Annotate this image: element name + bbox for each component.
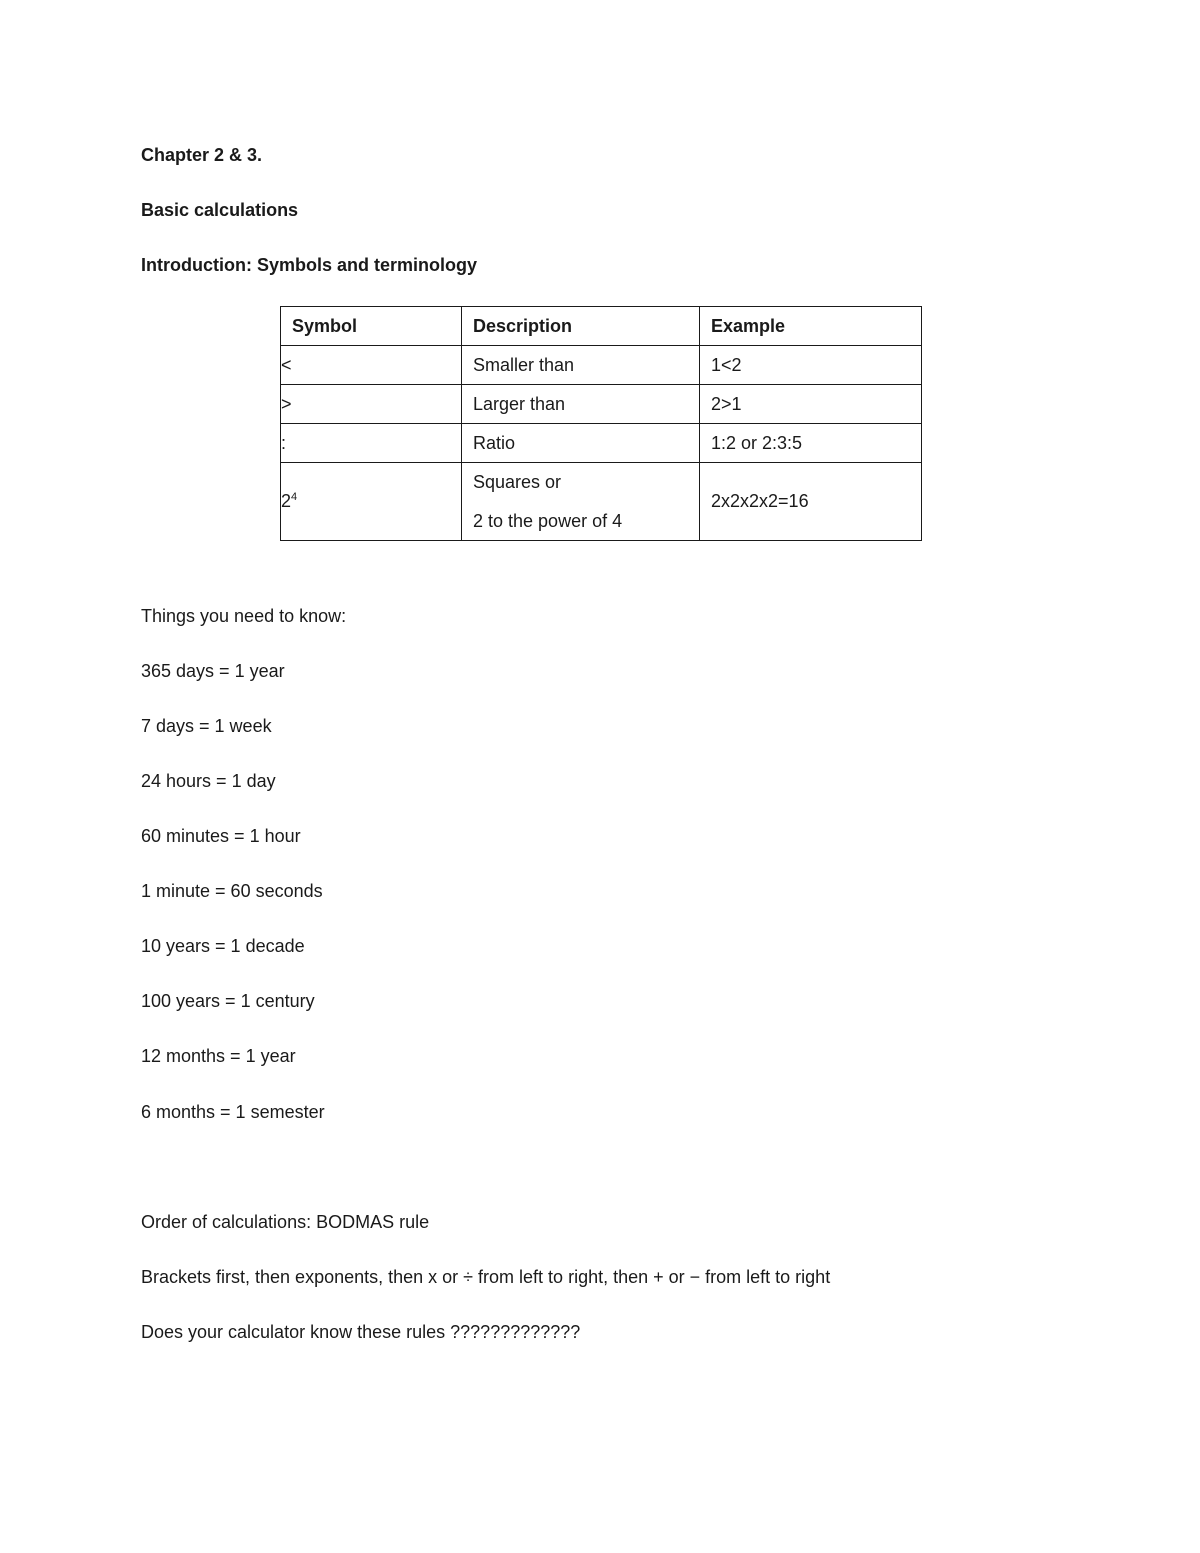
bodmas-title: Order of calculations: BODMAS rule (141, 1212, 430, 1232)
example-cell: 1:2 or 2:3:5 (700, 424, 922, 463)
symbols-table (280, 306, 922, 541)
list-item: 60 minutes = 1 hour (141, 826, 301, 846)
description-cell: Larger than (462, 385, 700, 424)
symbol-cell: > (281, 385, 462, 424)
symbol-cell: : (281, 424, 462, 463)
description-cell: Ratio (462, 424, 700, 463)
list-item: 12 months = 1 year (141, 1046, 296, 1066)
header-description: Description (462, 307, 700, 346)
power-base: 2 (281, 491, 292, 511)
description-line: Squares or (473, 472, 562, 492)
table-row (281, 385, 922, 424)
intro-heading: Introduction: Symbols and terminology (141, 255, 478, 275)
chapter-title: Chapter 2 & 3. (141, 145, 263, 165)
list-item: 6 months = 1 semester (141, 1102, 325, 1122)
power-exponent: 4 (291, 491, 298, 503)
table-header-row (281, 307, 922, 346)
bodmas-rule: Brackets first, then exponents, then x or ÷ from left to right, then + or − from left to right (141, 1267, 831, 1287)
description-line: 2 to the power of 4 (473, 511, 623, 531)
list-item: 24 hours = 1 day (141, 771, 276, 791)
list-item: 365 days = 1 year (141, 661, 285, 681)
example-cell: 2x2x2x2=16 (700, 463, 922, 541)
list-item: 100 years = 1 century (141, 991, 315, 1011)
list-item: 1 minute = 60 seconds (141, 881, 323, 901)
example-cell: 1<2 (700, 346, 922, 385)
bodmas-question: Does your calculator know these rules ????????????? (141, 1322, 581, 1342)
table-row (281, 424, 922, 463)
know-title: Things you need to know: (141, 606, 347, 626)
table-row (281, 463, 922, 541)
table-row (281, 346, 922, 385)
section-title: Basic calculations (141, 200, 299, 220)
header-symbol: Symbol (281, 307, 462, 346)
example-cell: 2>1 (700, 385, 922, 424)
header-example: Example (700, 307, 922, 346)
symbol-cell: < (281, 346, 462, 385)
list-item: 7 days = 1 week (141, 716, 272, 736)
symbol-cell (281, 463, 462, 541)
description-cell (462, 463, 700, 541)
list-item: 10 years = 1 decade (141, 936, 305, 956)
description-cell: Smaller than (462, 346, 700, 385)
